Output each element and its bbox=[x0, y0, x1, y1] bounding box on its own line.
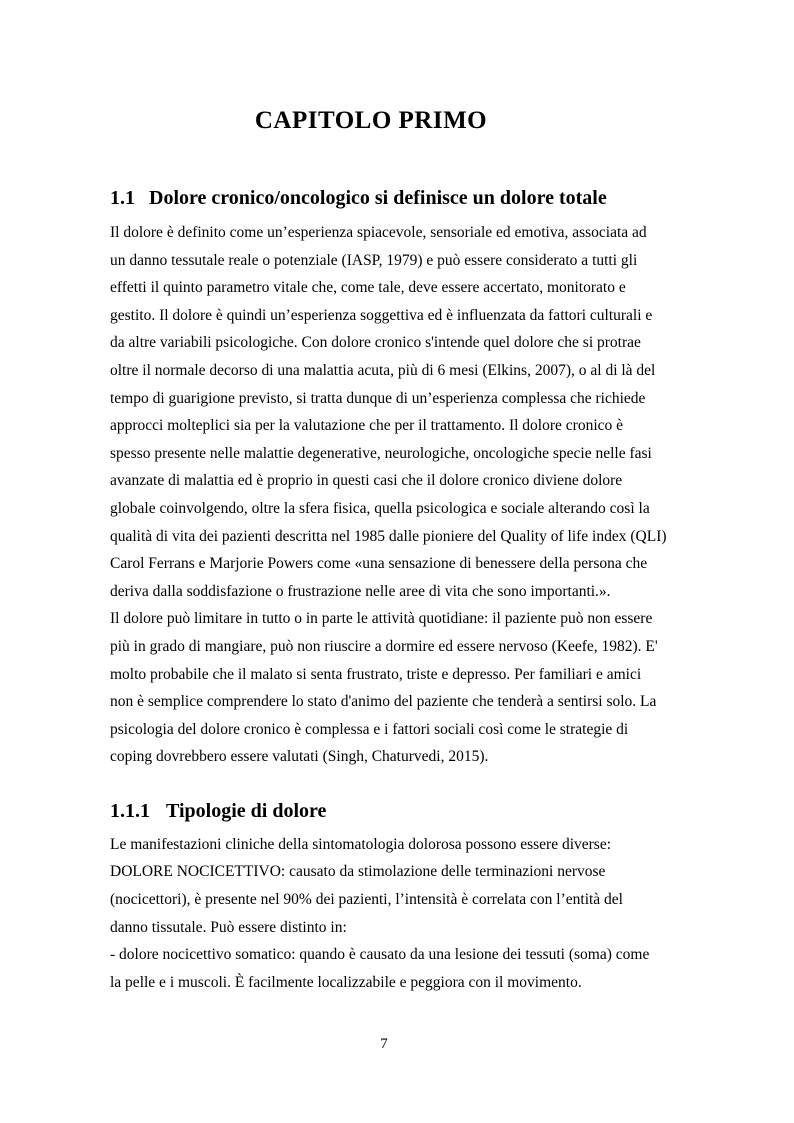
text-line: da altre variabili psicologiche. Con dolore cronico s'intende quel dolore che si protrae bbox=[110, 334, 641, 352]
text-line: - dolore nocicettivo somatico: quando è causato da una lesione dei tessuti (soma) come bbox=[110, 946, 650, 964]
text-line: Le manifestazioni cliniche della sintomatologia dolorosa possono essere diverse: bbox=[110, 835, 612, 853]
section-heading-1-1 bbox=[110, 186, 794, 210]
page-number: 7 bbox=[380, 1036, 388, 1052]
text-line: spesso presente nelle malattie degenerative, neurologiche, oncologiche specie nelle fasi bbox=[110, 444, 652, 462]
text-line: effetti il quinto parametro vitale che, come tale, deve essere accertato, monitorato e bbox=[110, 279, 626, 297]
text-line: oltre il normale decorso di una malattia acuta, più di 6 mesi (Elkins, 2007), o al di là del bbox=[110, 361, 656, 379]
text-line: danno tissutale. Può essere distinto in: bbox=[110, 918, 347, 936]
text-line: la pelle e i muscoli. È facilmente localizzabile e peggiora con il movimento. bbox=[110, 973, 582, 991]
text-line: DOLORE NOCICETTIVO: causato da stimolazione delle terminazioni nervose bbox=[110, 863, 606, 881]
chapter-title: CAPITOLO PRIMO bbox=[254, 107, 488, 134]
text-line: globale coinvolgendo, oltre la sfera fisica, quella psicologica e sociale alterando così la bbox=[110, 499, 650, 517]
text-line: Il dolore può limitare in tutto o in parte le attività quotidiane: il paziente può non essere bbox=[110, 610, 653, 628]
subsection-title: Tipologie di dolore bbox=[166, 799, 327, 822]
text-line: psicologia del dolore cronico è complessa e i fattori sociali così come le strategie di bbox=[110, 720, 629, 738]
text-line: coping dovrebbero essere valutati (Singh, Chaturvedi, 2015). bbox=[110, 748, 489, 766]
text-line: deriva dalla soddisfazione o frustrazione nelle aree di vita che sono importanti.». bbox=[110, 582, 611, 600]
text-line: gestito. Il dolore è quindi un’esperienza soggettiva ed è influenzata da fattori culturali e bbox=[110, 306, 653, 324]
text-line: avanzate di malattia ed è proprio in questi casi che il dolore cronico diviene dolore bbox=[110, 472, 623, 490]
subsection-body-text bbox=[110, 831, 794, 997]
text-line: approcci molteplici sia per la valutazione che per il trattamento. Il dolore cronico è bbox=[110, 417, 624, 435]
section-body-text bbox=[110, 219, 794, 771]
subsection-number: 1.1.1 bbox=[110, 799, 150, 822]
text-line: (nocicettori), è presente nel 90% dei pazienti, l’intensità è correlata con l’entità del bbox=[110, 891, 623, 909]
text-line: Il dolore è definito come un’esperienza spiacevole, sensoriale ed emotiva, associata ad bbox=[110, 224, 647, 241]
text-line: un danno tessutale reale o potenziale (IASP, 1979) e può essere considerato a tutti gli bbox=[110, 251, 638, 269]
text-line: non è semplice comprendere lo stato d'animo del paziente che tenderà a sentirsi solo. La bbox=[110, 693, 657, 711]
text-line: qualità di vita dei pazienti descritta nel 1985 dalle pioniere del Quality of life index (QLI) bbox=[110, 527, 667, 545]
text-line: tempo di guarigione previsto, si tratta dunque di un’esperienza complessa che richiede bbox=[110, 389, 646, 407]
section-title: Dolore cronico/oncologico si definisce un dolore totale bbox=[149, 187, 607, 209]
section-number: 1.1 bbox=[110, 187, 135, 209]
text-line: molto probabile che il malato si senta frustrato, triste e depresso. Per familiari e amici bbox=[110, 665, 642, 683]
text-line: Carol Ferrans e Marjorie Powers come «una sensazione di benessere della persona che bbox=[110, 555, 648, 573]
text-line: più in grado di mangiare, può non riuscire a dormire ed essere nervoso (Keefe, 1982). E' bbox=[110, 637, 658, 655]
subsection-heading-1-1-1 bbox=[110, 799, 794, 823]
